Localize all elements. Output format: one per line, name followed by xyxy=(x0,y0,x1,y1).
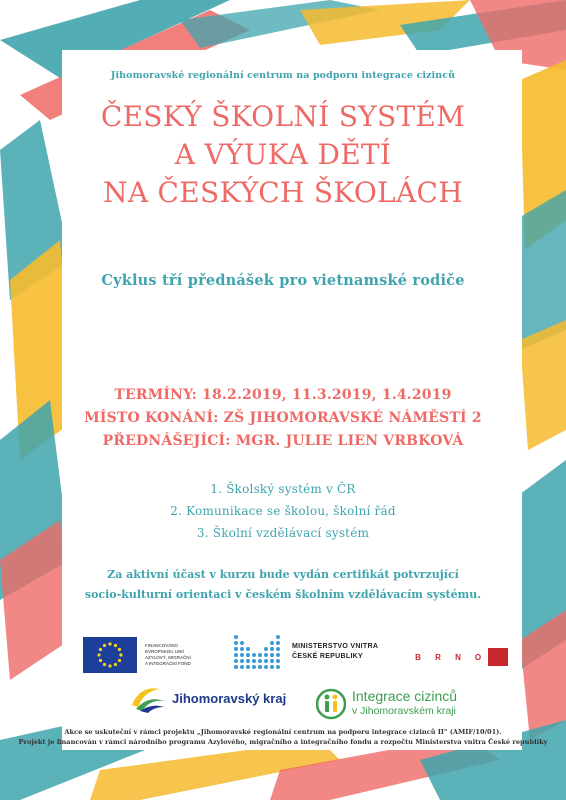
certificate-note xyxy=(0,565,566,605)
topic-item: 3. Školní vzdělávací systém xyxy=(196,526,370,540)
title-line-2: A VÝUKA DĚTÍ xyxy=(174,138,392,171)
integrace-logo xyxy=(316,686,457,722)
event-details xyxy=(0,384,566,453)
ministry-dots-icon xyxy=(232,633,284,671)
eu-logo xyxy=(83,637,197,673)
eu-text-line: EVROPSKOU UNIÍ xyxy=(145,649,184,654)
topic-item: 1. Školský systém v ČR xyxy=(210,482,356,496)
eu-text-line: A INTEGRAČNÍ FOND xyxy=(145,661,191,666)
topic-list xyxy=(0,478,566,544)
integrace-people-icon xyxy=(316,686,346,722)
eu-logo-text xyxy=(145,643,197,667)
event-dates: TERMÍNY: 18.2.2019, 11.3.2019, 1.4.2019 xyxy=(114,387,452,403)
title-line-3: NA ČESKÝCH ŠKOLÁCH xyxy=(103,176,463,209)
jmk-logo xyxy=(130,683,286,713)
ministry-line-2: ČESKÉ REPUBLIKY xyxy=(292,653,364,660)
brno-letter: N xyxy=(455,652,461,662)
brno-letter: O xyxy=(474,652,482,662)
eu-text-line: FINANCOVÁNO xyxy=(145,643,179,648)
event-venue: MÍSTO KONÁNÍ: ZŠ JIHOMORAVSKÉ NÁMĚSTÍ 2 xyxy=(84,410,482,426)
eu-flag-icon xyxy=(83,637,137,673)
poster-title xyxy=(0,98,566,212)
jmk-emblem-icon xyxy=(130,683,166,713)
subtitle: Cyklus tří přednášek pro vietnamské rodiče xyxy=(101,272,465,289)
ministry-logo xyxy=(232,633,378,671)
footer-line-1: Akce se uskuteční v rámci projektu „Jihomoravské regionální centrum na podporu integrace cizinců II" (AMIF/10/01). xyxy=(64,728,502,736)
footer-line-2: Projekt je financován v rámci národního programu Azylového, migračního a integračního fondu a rozpočtu Ministerstva vnitra České republiky xyxy=(18,738,548,746)
eu-text-line: AZYLOVÝ, MIGRAČNÍ xyxy=(145,655,191,660)
topic-item: 2. Komunikace se školou, školní řád xyxy=(170,504,396,518)
jmk-name: Jihomoravský kraj xyxy=(172,690,287,706)
certificate-line-2: socio-kulturní orientaci v českém školním vzdělávacím systému. xyxy=(84,588,482,601)
footer-note xyxy=(0,727,566,747)
brno-letter: R xyxy=(435,652,441,662)
brno-logo xyxy=(408,648,508,666)
integrace-line-2: v Jihomoravském kraji xyxy=(352,705,456,717)
event-lecturer: PŘEDNÁŠEJÍCÍ: MGR. JULIE LIEN VRBKOVÁ xyxy=(102,433,464,449)
integrace-logo-text xyxy=(352,689,457,719)
ministry-line-1: MINISTERSTVO VNITRA xyxy=(292,643,379,650)
title-line-1: ČESKÝ ŠKOLNÍ SYSTÉM xyxy=(100,100,466,133)
organization-name: Jihomoravské regionální centrum na podporu integrace cizinců xyxy=(110,70,456,81)
brno-letter: B xyxy=(415,652,421,662)
brno-red-block xyxy=(488,648,508,666)
certificate-line-1: Za aktivní účast v kurzu bude vydán certifikát potvrzující xyxy=(107,568,459,581)
ministry-logo-text xyxy=(292,642,378,662)
integrace-line-1: Integrace cizinců xyxy=(352,688,458,704)
